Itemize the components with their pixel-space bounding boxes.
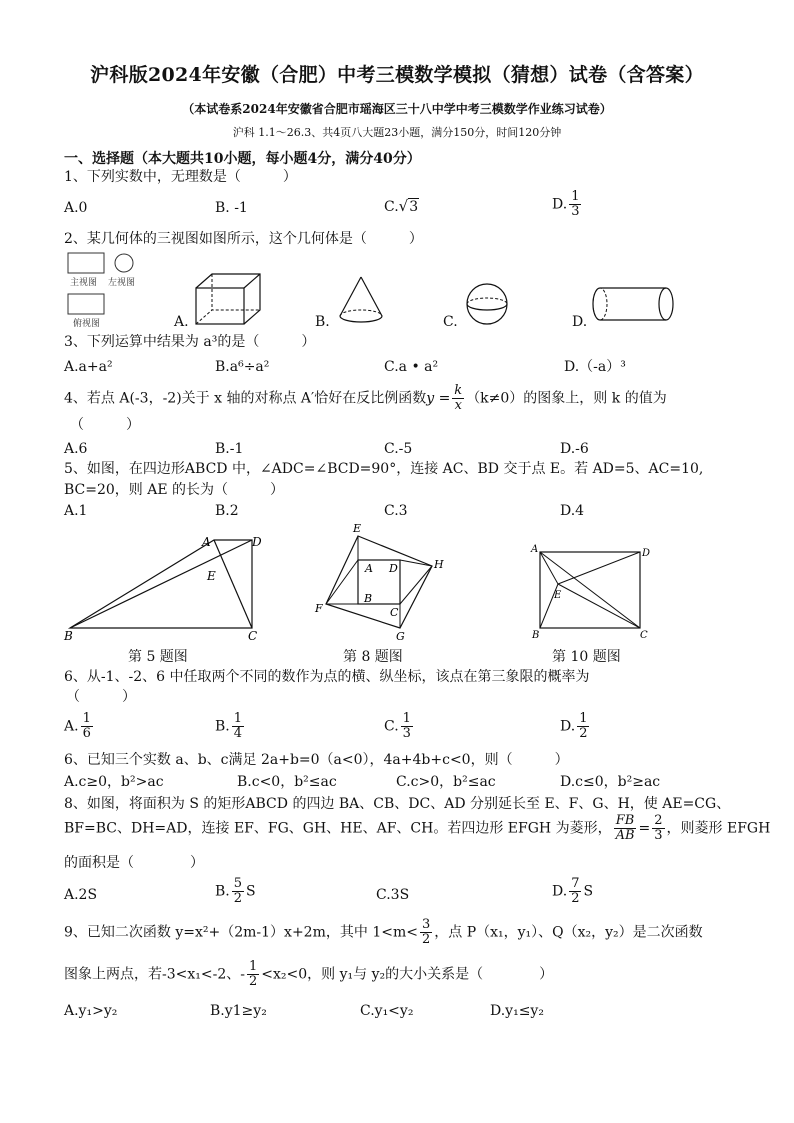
front-view-rect xyxy=(68,253,104,273)
q4-option-b: B.-1 xyxy=(215,441,244,457)
view-left-label: 左视图 xyxy=(108,278,136,288)
q8-stem-line2: BF=BC、DH=AD，连接 EF、FG、GH、HE、AF、CH。若四边形 EFGH 为菱形， $\frac{FB}{AB}$ = $\frac{2}{3}$ ，则菱形 EFGH xyxy=(64,813,771,843)
fig10-label-c: C xyxy=(640,630,648,641)
option-d-cylinder xyxy=(590,284,680,326)
q6-option-a: A. $\frac{1}{6}$ xyxy=(64,711,91,741)
q1-option-c: C.√3 xyxy=(384,197,419,215)
view-front-label: 主视图 xyxy=(70,278,98,288)
fig8-label-h: H xyxy=(434,558,444,571)
option-a-cuboid xyxy=(192,270,264,328)
fig5-label-a: A xyxy=(202,535,211,549)
q5-option-d: D.4 xyxy=(560,503,585,519)
q8-option-c: C.3S xyxy=(376,887,410,903)
exam-subtitle: （本试卷系2024年安徽省合肥市瑶海区三十八中学中考三模数学作业练习试卷） xyxy=(182,102,612,116)
fig8-label-c: C xyxy=(390,606,399,619)
q7-option-d: D.c≤0，b²≥ac xyxy=(560,774,661,790)
fig10-label-d: D xyxy=(642,548,651,559)
sqrt-symbol: √ xyxy=(398,197,409,215)
q9-stem-line1: 9、已知二次函数 y=x²+（2m-1）x+2m，其中 1<m< $\frac{3}{2}$ ，点 P（x₁，y₁）、Q（x₂，y₂）是二次函数 xyxy=(64,917,703,947)
q6-option-c: C. $\frac{1}{3}$ xyxy=(384,711,411,741)
fig5-label-d: D xyxy=(252,535,262,549)
view-top-label: 俯视图 xyxy=(73,319,101,329)
q2-option-d: D. xyxy=(572,314,588,330)
q3-stem: 3、下列运算中结果为 a³的是（ ） xyxy=(64,334,316,350)
q4-option-d: D.-6 xyxy=(560,441,589,457)
figure-8-caption: 第 8 题图 xyxy=(343,649,403,665)
q4-stem: 4、若点 A(-3，-2)关于 x 轴的对称点 A′恰好在反比例函数y = $\frac{k}{x}$ （k≠0）的图象上，则 k 的值为 xyxy=(64,383,667,413)
q6-stem: 6、从-1、-2、6 中任取两个不同的数作为点的横、纵坐标，该点在第三象限的概率为 xyxy=(64,669,590,685)
q8-option-b: B. $\frac{5}{2}$ S xyxy=(215,876,256,906)
q3-option-c: C.a • a² xyxy=(384,359,439,375)
q4-option-c: C.-5 xyxy=(384,441,413,457)
exam-meta: 沪科 1.1～26.3、共4页八大题23小题，满分150分，时间120分钟 xyxy=(232,126,562,139)
figure-10-caption: 第 10 题图 xyxy=(552,649,621,665)
fig8-label-g: G xyxy=(396,630,405,643)
q7-option-b: B.c<0，b²≤ac xyxy=(237,774,337,790)
q9-option-b: B.y1≥y₂ xyxy=(210,1003,267,1019)
figure-5 xyxy=(60,528,270,643)
q1-stem: 1、下列实数中，无理数是（ ） xyxy=(64,169,297,185)
top-view-rect xyxy=(68,294,104,314)
fig8-label-b: B xyxy=(364,592,373,605)
option-c-sphere xyxy=(462,280,512,328)
figure-8 xyxy=(310,520,460,645)
figure-5-caption: 第 5 题图 xyxy=(128,649,188,665)
fig8-label-f: F xyxy=(315,602,323,615)
q5-option-a: A.1 xyxy=(64,503,88,519)
q7-stem: 6、已知三个实数 a、b、c满足 2a+b=0（a<0），4a+4b+c<0，则（ ） xyxy=(64,752,569,768)
q7-option-c: C.c>0，b²≤ac xyxy=(396,774,496,790)
q5-stem-line2: BC=20，则 AE 的长为（ ） xyxy=(64,482,285,498)
q9-stem-line2: 图象上两点，若-3<x₁<-2、- $\frac{1}{2}$ <x₂<0，则 y₁与 y₂的大小关系是（ ） xyxy=(64,959,554,989)
q6-option-b: B. $\frac{1}{4}$ xyxy=(215,711,243,741)
q1-option-a: A.0 xyxy=(64,200,88,216)
q4-paren: （ ） xyxy=(70,417,140,433)
figure-10 xyxy=(528,540,653,642)
q1-option-d: D. $\frac{1}{3}$ xyxy=(552,189,580,219)
section-heading: 一、选择题（本大题共10小题，每小题4分，满分40分） xyxy=(64,151,421,167)
fig5-label-b: B xyxy=(64,629,73,643)
fig5-label-c: C xyxy=(248,629,258,643)
q5-stem-line1: 5、如图，在四边形ABCD 中，∠ADC=∠BCD=90°，连接 AC、BD 交于点 E。若 AD=5、AC=10, xyxy=(64,461,704,477)
exam-title: 沪科版2024年安徽（合肥）中考三模数学模拟（猜想）试卷（含答案） xyxy=(90,64,704,86)
left-view-circle xyxy=(115,254,133,272)
q4-option-a: A.6 xyxy=(64,441,88,457)
q7-option-a: A.c≥0，b²>ac xyxy=(64,774,164,790)
q5-option-c: C.3 xyxy=(384,503,408,519)
fig8-label-a: A xyxy=(365,562,373,575)
fig8-label-d: D xyxy=(389,562,398,575)
q8-stem-line3: 的面积是（ ） xyxy=(64,855,204,871)
q2-stem: 2、某几何体的三视图如图所示，这个几何体是（ ） xyxy=(64,231,423,247)
q6-paren: （ ） xyxy=(66,689,136,705)
q8-option-a: A.2S xyxy=(64,887,98,903)
q9-option-c: C.y₁<y₂ xyxy=(360,1003,414,1019)
q1-option-b: B. -1 xyxy=(215,200,248,216)
q3-option-b: B.a⁶÷a² xyxy=(215,359,270,375)
fig5-label-e: E xyxy=(207,569,216,583)
q8-stem-line1: 8、如图，将面积为 S 的矩形ABCD 的四边 BA、CB、DC、AD 分别延长至 E、F、G、H，使 AE=CG、 xyxy=(64,796,731,812)
q9-option-d: D.y₁≤y₂ xyxy=(490,1003,544,1019)
q2-option-c: C. xyxy=(443,314,458,330)
fig10-label-a: A xyxy=(531,544,539,555)
option-b-cone xyxy=(336,274,386,326)
fig10-label-e: E xyxy=(554,590,562,601)
q5-option-b: B.2 xyxy=(215,503,239,519)
q3-option-a: A.a+a² xyxy=(64,359,113,375)
fig8-label-e: E xyxy=(353,522,362,535)
fig10-label-b: B xyxy=(532,630,540,641)
q6-option-d: D. $\frac{1}{2}$ xyxy=(560,711,588,741)
q8-option-d: D. $\frac{7}{2}$ S xyxy=(552,876,594,906)
q3-option-d: D.（-a）³ xyxy=(564,359,626,375)
q9-option-a: A.y₁>y₂ xyxy=(64,1003,118,1019)
q2-option-a: A. xyxy=(174,314,189,330)
q2-option-b: B. xyxy=(315,314,330,330)
